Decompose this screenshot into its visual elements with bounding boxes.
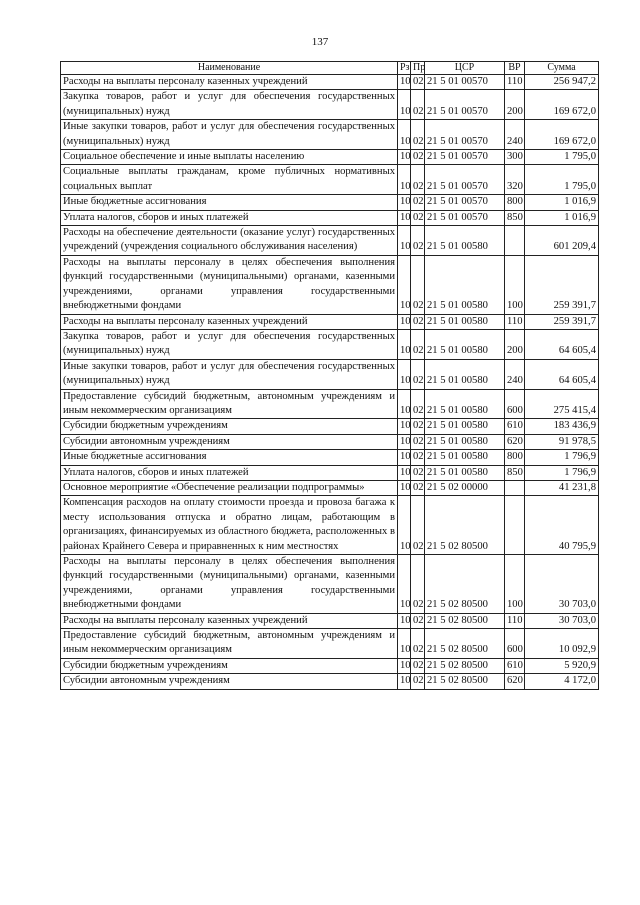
row-rz-cell: 10 [398, 165, 411, 195]
row-sum-cell: 259 391,7 [525, 314, 599, 329]
row-pr-cell: 02 [411, 359, 425, 389]
table-row [61, 480, 599, 495]
table-row [61, 75, 599, 90]
row-sum-cell: 30 703,0 [525, 555, 599, 614]
row-csr-cell: 21 5 02 80500 [425, 555, 505, 614]
row-pr-cell: 02 [411, 629, 425, 659]
row-pr-cell: 02 [411, 120, 425, 150]
row-csr-cell: 21 5 01 00580 [425, 450, 505, 465]
table-row [61, 450, 599, 465]
row-rz-cell: 10 [398, 658, 411, 673]
row-vr-cell: 110 [505, 75, 525, 90]
table-row [61, 434, 599, 449]
header-sum: Сумма [525, 62, 599, 75]
row-pr-cell: 02 [411, 314, 425, 329]
row-vr-cell: 800 [505, 195, 525, 210]
row-vr-cell: 110 [505, 613, 525, 628]
row-vr-cell: 100 [505, 255, 525, 314]
table-row [61, 90, 599, 120]
row-csr-cell: 21 5 02 80500 [425, 613, 505, 628]
row-pr-cell: 02 [411, 496, 425, 555]
table-row [61, 195, 599, 210]
row-csr-cell: 21 5 01 00580 [425, 389, 505, 419]
row-vr-cell [505, 226, 525, 256]
row-vr-cell: 300 [505, 150, 525, 165]
row-pr-cell: 02 [411, 450, 425, 465]
row-name-cell: Социальные выплаты гражданам, кроме публичных нормативных социальных выплат [61, 165, 398, 195]
row-csr-cell: 21 5 01 00580 [425, 434, 505, 449]
row-name-cell: Закупка товаров, работ и услуг для обеспечения государственных (муниципальных) нужд [61, 329, 398, 359]
row-csr-cell: 21 5 01 00580 [425, 314, 505, 329]
row-sum-cell: 5 920,9 [525, 658, 599, 673]
row-vr-cell: 610 [505, 419, 525, 434]
row-sum-cell: 91 978,5 [525, 434, 599, 449]
row-csr-cell: 21 5 02 80500 [425, 629, 505, 659]
row-rz-cell: 10 [398, 150, 411, 165]
row-sum-cell: 1 795,0 [525, 165, 599, 195]
row-rz-cell: 10 [398, 359, 411, 389]
row-vr-cell [505, 480, 525, 495]
row-vr-cell: 620 [505, 434, 525, 449]
row-pr-cell: 02 [411, 419, 425, 434]
row-rz-cell: 10 [398, 255, 411, 314]
row-csr-cell: 21 5 02 00000 [425, 480, 505, 495]
row-pr-cell: 02 [411, 480, 425, 495]
row-vr-cell [505, 496, 525, 555]
row-rz-cell: 10 [398, 75, 411, 90]
row-pr-cell: 02 [411, 150, 425, 165]
row-rz-cell: 10 [398, 419, 411, 434]
row-sum-cell: 1 795,0 [525, 150, 599, 165]
row-rz-cell: 10 [398, 465, 411, 480]
table-row [61, 314, 599, 329]
row-csr-cell: 21 5 01 00580 [425, 329, 505, 359]
row-sum-cell: 601 209,4 [525, 226, 599, 256]
row-csr-cell: 21 5 02 80500 [425, 658, 505, 673]
row-csr-cell: 21 5 01 00570 [425, 75, 505, 90]
row-csr-cell: 21 5 01 00580 [425, 226, 505, 256]
row-vr-cell: 110 [505, 314, 525, 329]
row-pr-cell: 02 [411, 465, 425, 480]
row-pr-cell: 02 [411, 613, 425, 628]
row-pr-cell: 02 [411, 434, 425, 449]
row-vr-cell: 100 [505, 555, 525, 614]
row-name-cell: Расходы на выплаты персоналу в целях обеспечения выполнения функций государственными (муниципальными) органами, казенными учреждениями, органами управления государственными внебюджетными фондами [61, 555, 398, 614]
row-name-cell: Иные закупки товаров, работ и услуг для обеспечения государственных (муниципальных) нужд [61, 120, 398, 150]
row-pr-cell: 02 [411, 255, 425, 314]
row-csr-cell: 21 5 01 00570 [425, 195, 505, 210]
row-pr-cell: 02 [411, 389, 425, 419]
table-row [61, 210, 599, 225]
table-row [61, 226, 599, 256]
row-csr-cell: 21 5 01 00580 [425, 419, 505, 434]
row-name-cell: Предоставление субсидий бюджетным, автономным учреждениям и иным некоммерческим организациям [61, 629, 398, 659]
row-rz-cell: 10 [398, 314, 411, 329]
row-pr-cell: 02 [411, 210, 425, 225]
row-name-cell: Иные бюджетные ассигнования [61, 195, 398, 210]
table-row [61, 613, 599, 628]
table-row [61, 419, 599, 434]
row-sum-cell: 41 231,8 [525, 480, 599, 495]
row-pr-cell: 02 [411, 674, 425, 689]
row-vr-cell: 200 [505, 90, 525, 120]
row-name-cell: Субсидии автономным учреждениям [61, 434, 398, 449]
row-vr-cell: 600 [505, 629, 525, 659]
table-header-row [61, 62, 599, 75]
row-name-cell: Иные закупки товаров, работ и услуг для обеспечения государственных (муниципальных) нужд [61, 359, 398, 389]
row-csr-cell: 21 5 01 00570 [425, 165, 505, 195]
row-vr-cell: 200 [505, 329, 525, 359]
row-csr-cell: 21 5 01 00580 [425, 359, 505, 389]
row-sum-cell: 1 796,9 [525, 450, 599, 465]
table-row [61, 359, 599, 389]
row-csr-cell: 21 5 01 00570 [425, 210, 505, 225]
header-csr: ЦСР [425, 62, 505, 75]
row-csr-cell: 21 5 01 00570 [425, 150, 505, 165]
row-pr-cell: 02 [411, 90, 425, 120]
table-row [61, 165, 599, 195]
row-rz-cell: 10 [398, 120, 411, 150]
row-vr-cell: 850 [505, 210, 525, 225]
table-row [61, 255, 599, 314]
row-rz-cell: 10 [398, 329, 411, 359]
row-sum-cell: 1 796,9 [525, 465, 599, 480]
row-pr-cell: 02 [411, 75, 425, 90]
row-sum-cell: 169 672,0 [525, 120, 599, 150]
row-pr-cell: 02 [411, 165, 425, 195]
row-sum-cell: 64 605,4 [525, 359, 599, 389]
row-csr-cell: 21 5 01 00580 [425, 465, 505, 480]
row-name-cell: Уплата налогов, сборов и иных платежей [61, 465, 398, 480]
row-sum-cell: 10 092,9 [525, 629, 599, 659]
row-name-cell: Расходы на обеспечение деятельности (оказание услуг) государственных учреждений (учреждения социального обслуживания населения) [61, 226, 398, 256]
row-sum-cell: 40 795,9 [525, 496, 599, 555]
budget-table [60, 61, 599, 690]
row-rz-cell: 10 [398, 480, 411, 495]
row-vr-cell: 320 [505, 165, 525, 195]
row-sum-cell: 1 016,9 [525, 210, 599, 225]
row-name-cell: Иные бюджетные ассигнования [61, 450, 398, 465]
row-name-cell: Расходы на выплаты персоналу в целях обеспечения выполнения функций государственными (муниципальными) органами, казенными учреждениями, органами управления государственными внебюджетными фондами [61, 255, 398, 314]
row-vr-cell: 850 [505, 465, 525, 480]
row-sum-cell: 64 605,4 [525, 329, 599, 359]
row-rz-cell: 10 [398, 613, 411, 628]
row-name-cell: Расходы на выплаты персоналу казенных учреждений [61, 613, 398, 628]
row-name-cell: Субсидии автономным учреждениям [61, 674, 398, 689]
row-rz-cell: 10 [398, 629, 411, 659]
table-row [61, 150, 599, 165]
row-csr-cell: 21 5 01 00580 [425, 255, 505, 314]
row-sum-cell: 1 016,9 [525, 195, 599, 210]
row-pr-cell: 02 [411, 658, 425, 673]
row-pr-cell: 02 [411, 195, 425, 210]
row-csr-cell: 21 5 02 80500 [425, 674, 505, 689]
row-name-cell: Расходы на выплаты персоналу казенных учреждений [61, 75, 398, 90]
row-name-cell: Компенсация расходов на оплату стоимости проезда и провоза багажа к месту использования отпуска и обратно лицам, работающим в организациях, финансируемых из областного бюджета, расположенных в районах Крайнего Севера и приравненных к ним местностях [61, 496, 398, 555]
row-pr-cell: 02 [411, 329, 425, 359]
table-row [61, 629, 599, 659]
page-number: 137 [311, 36, 329, 48]
row-sum-cell: 259 391,7 [525, 255, 599, 314]
row-sum-cell: 256 947,2 [525, 75, 599, 90]
row-sum-cell: 30 703,0 [525, 613, 599, 628]
table-row [61, 674, 599, 689]
table-row [61, 496, 599, 555]
table-row [61, 329, 599, 359]
header-name: Наименование [61, 62, 398, 75]
row-vr-cell: 800 [505, 450, 525, 465]
row-name-cell: Социальное обеспечение и иные выплаты населению [61, 150, 398, 165]
row-name-cell: Субсидии бюджетным учреждениям [61, 419, 398, 434]
row-vr-cell: 240 [505, 120, 525, 150]
row-sum-cell: 4 172,0 [525, 674, 599, 689]
table-row [61, 120, 599, 150]
row-csr-cell: 21 5 01 00570 [425, 90, 505, 120]
row-rz-cell: 10 [398, 226, 411, 256]
row-name-cell: Субсидии бюджетным учреждениям [61, 658, 398, 673]
row-name-cell: Закупка товаров, работ и услуг для обеспечения государственных (муниципальных) нужд [61, 90, 398, 120]
row-rz-cell: 10 [398, 434, 411, 449]
header-rz: Рз [398, 62, 411, 75]
row-rz-cell: 10 [398, 450, 411, 465]
row-rz-cell: 10 [398, 389, 411, 419]
row-sum-cell: 183 436,9 [525, 419, 599, 434]
row-vr-cell: 600 [505, 389, 525, 419]
row-name-cell: Основное мероприятие «Обеспечение реализации подпрограммы» [61, 480, 398, 495]
row-rz-cell: 10 [398, 90, 411, 120]
table-row [61, 465, 599, 480]
row-name-cell: Предоставление субсидий бюджетным, автономным учреждениям и иным некоммерческим организациям [61, 389, 398, 419]
row-name-cell: Расходы на выплаты персоналу казенных учреждений [61, 314, 398, 329]
table-row [61, 658, 599, 673]
row-csr-cell: 21 5 02 80500 [425, 496, 505, 555]
row-vr-cell: 620 [505, 674, 525, 689]
row-rz-cell: 10 [398, 674, 411, 689]
row-vr-cell: 610 [505, 658, 525, 673]
row-pr-cell: 02 [411, 226, 425, 256]
row-sum-cell: 169 672,0 [525, 90, 599, 120]
table-row [61, 555, 599, 614]
row-name-cell: Уплата налогов, сборов и иных платежей [61, 210, 398, 225]
row-rz-cell: 10 [398, 195, 411, 210]
table-row [61, 389, 599, 419]
row-vr-cell: 240 [505, 359, 525, 389]
header-vr: ВР [505, 62, 525, 75]
row-rz-cell: 10 [398, 555, 411, 614]
row-rz-cell: 10 [398, 496, 411, 555]
row-csr-cell: 21 5 01 00570 [425, 120, 505, 150]
header-pr: Пр [411, 62, 425, 75]
row-sum-cell: 275 415,4 [525, 389, 599, 419]
row-pr-cell: 02 [411, 555, 425, 614]
row-rz-cell: 10 [398, 210, 411, 225]
